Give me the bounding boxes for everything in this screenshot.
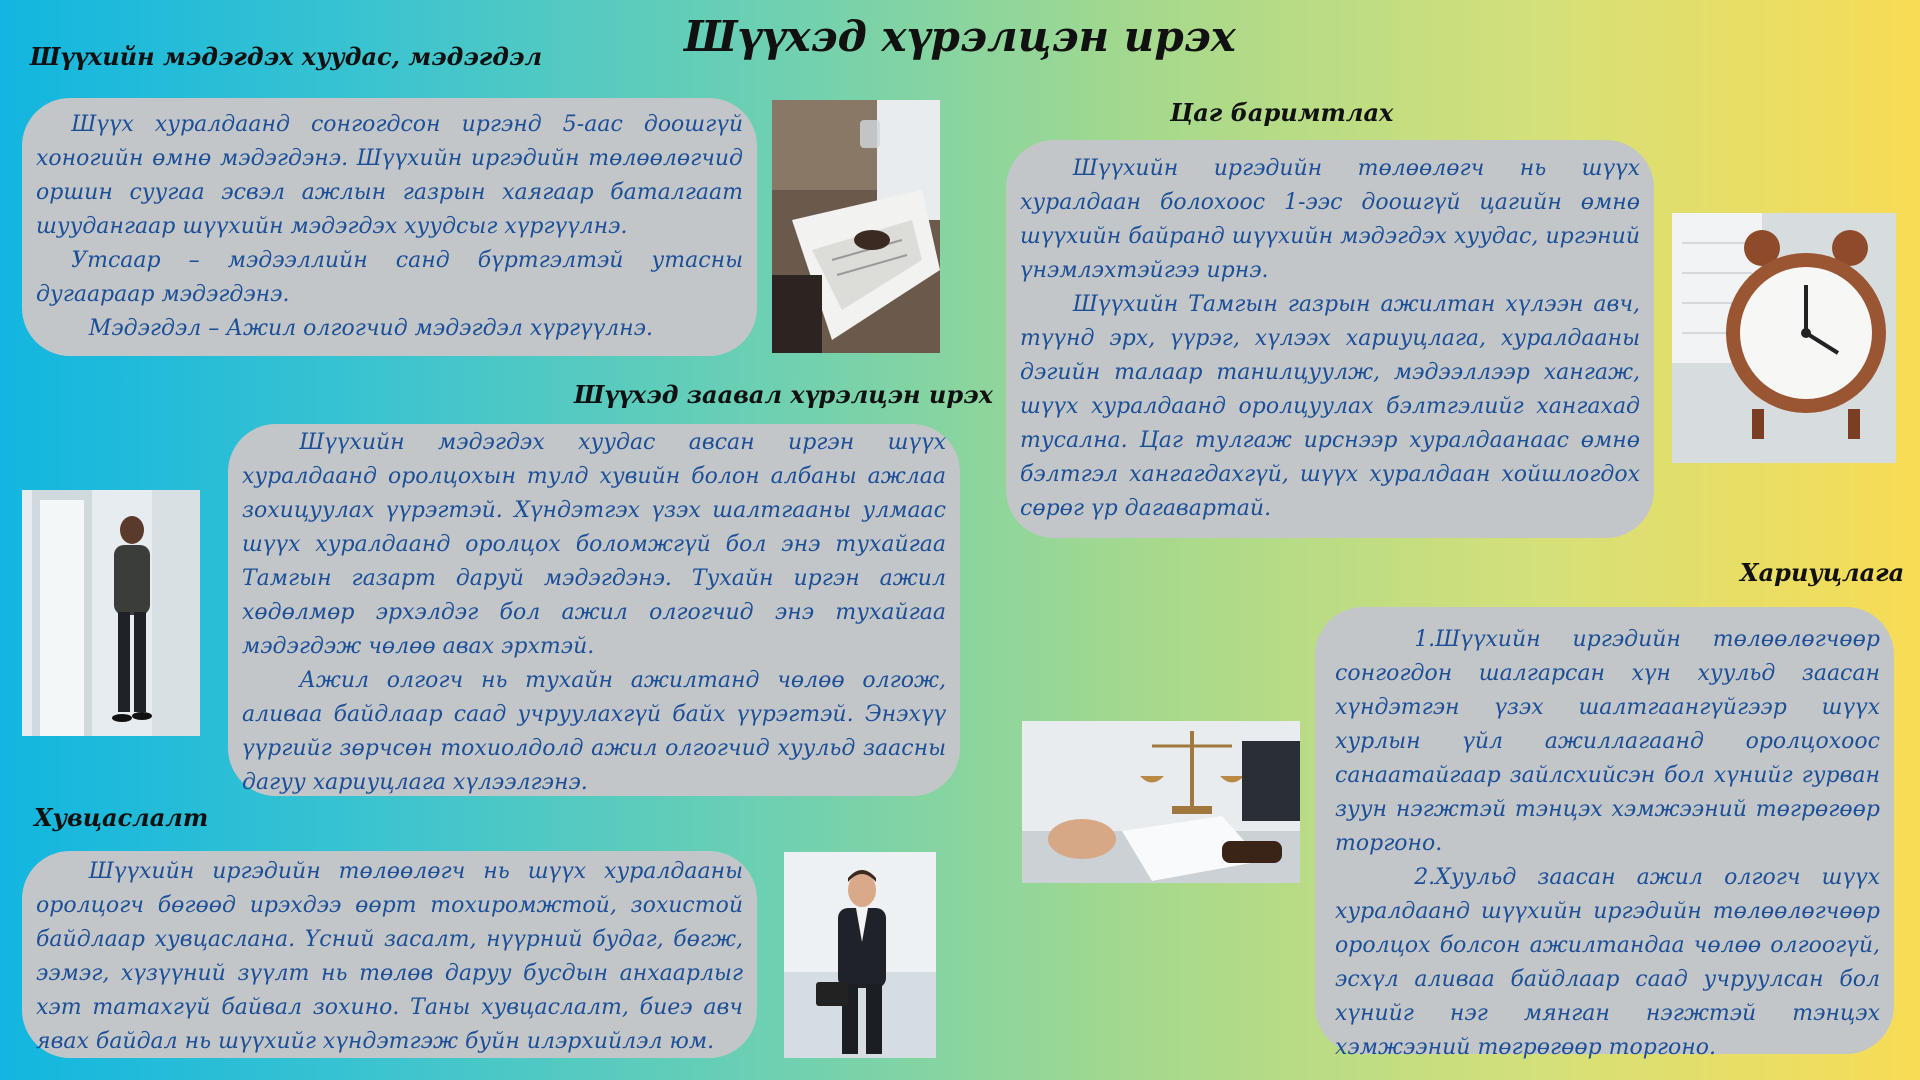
punctuality-paragraph-2: Шүүхийн Тамгын газрын ажилтан хүлээн авч, түүнд эрх, үүрэг, хүлээх хариуцлага, хуралдааны дэгийн талаар танилцуулж, мэдээллээр хангаж, шүүх хуралдаанд оролцуулах бэлтгэлийг хангахад тусална. Цаг тулгаж ирснээр хуралдаанаас өмнө бэлтгэл хангагдахгүй, шүүх хуралдаан хойшлогдох сөрөг үр дагавартай. (1020, 292, 1640, 521)
notice-paragraph-1: Шүүх хуралдаанд сонгогдсон иргэнд 5-аас доошгүй хоногийн өмнө мэдэгдэнэ. Шүүхийн иргэдийн төлөөлөгчид оршин суугаа эсвэл ажлын газрын хаягаар баталгаат шуудангаар шүүхийн мэдэгдэх хуудсыг хүргүүлнэ. (36, 112, 743, 239)
punctuality-paragraph-1: Шүүхийн иргэдийн төлөөлөгч нь шүүх хуралдаан болохоос 1-ээс доошгүй цагийн өмнө шүүхийн байранд шүүхийн мэдэгдэх хуудас, иргэний үнэмлэхтэйгээ ирнэ. (1020, 156, 1640, 283)
justice-scales-photo (1022, 721, 1300, 883)
card-liability (1315, 607, 1894, 1060)
notice-paragraph-3: Мэдэгдэл – Ажил олгогчид мэдэгдэл хүргүүлнэ. (88, 316, 653, 341)
notice-paragraph-2: Утсаар – мэдээллийн санд бүртгэлтэй утасны дугаараар мэдэгдэнэ. (36, 248, 743, 307)
heading-liability: Хариуцлага (1740, 558, 1905, 587)
heading-clothing: Хувцаслалт (34, 803, 209, 832)
card-punctuality (1006, 140, 1654, 538)
card-notice (22, 98, 757, 356)
card-mandatory (228, 424, 960, 796)
mandatory-paragraph-2: Ажил олгогч нь тухайн ажилтанд чөлөө олгож, аливаа байдлаар саад учруулахгүй байх үүрэгтэй. Энэхүү үүргийг зөрчсөн тохиолдолд ажил олгогчид хуульд заасны дагуу хариуцлага хүлээлгэнэ. (242, 668, 946, 795)
heading-mandatory: Шүүхэд заавал хүрэлцэн ирэх (574, 380, 993, 409)
card-clothing (22, 851, 757, 1058)
liability-paragraph-1: 1.Шүүхийн иргэдийн төлөөлөгчөөр сонгогдон шалгарсан хүн хуульд заасан хүндэтгэн үзэх шалтгаангүйгээр шүүх хурлын үйл ажиллагаанд оролцохоос санаатайгаар зайлсхийсэн бол хүнийг гурван зуун нэгжтэй тэнцэх хэмжээний төгрөгөөр торгоно. (1335, 627, 1880, 856)
heading-notice: Шүүхийн мэдэгдэх хуудас, мэдэгдэл (30, 42, 543, 71)
alarm-clock-photo (1672, 213, 1896, 463)
woman-walking-photo (22, 490, 200, 736)
liability-paragraph-2: 2.Хуульд заасан ажил олгогч шүүх хуралдаанд шүүхийн иргэдийн төлөөлөгчөөр оролцох болсон ажилтандаа чөлөө олгоогүй, эсхүл аливаа байдлаар саад учруулсан бол хүнийг нэг мянган нэгжтэй тэнцэх хэмжээний төгрөгөөр торгоно. (1335, 865, 1880, 1060)
clothing-paragraph-1: Шүүхийн иргэдийн төлөөлөгч нь шүүх хуралдааны оролцогч бөгөөд ирэхдээ өөрт тохиромжтой, зохистой байдлаар хувцаслана. Үсний засалт, нүүрний будаг, бөгж, ээмэг, хүзүүний зүүлт нь төлөв даруу бусдын анхаарлыг хэт татахгүй байвал зохино. Таны хувцаслалт, биеэ авч явах байдал нь шүүхийг хүндэтгэж буйн илэрхийлэл юм. (36, 859, 743, 1054)
page-title: Шүүхэд хүрэлцэн ирэх (684, 12, 1236, 61)
mandatory-paragraph-1: Шүүхийн мэдэгдэх хуудас авсан иргэн шүүх хуралдаанд оролцохын тулд хувийн болон албаны ажлаа зохицуулах үүрэгтэй. Хүндэтгэх үзэх шалтгааны улмаас шүүх хуралдаанд оролцох боломжгүй бол энэ тухайгаа Тамгын газарт даруй мэдэгдэнэ. Тухайн иргэн ажил хөдөлмөр эрхэлдэг бол ажил олгогчид энэ тухайгаа мэдэгдэж чөлөө авах эрхтэй. (242, 430, 946, 659)
heading-punctuality: Цаг баримтлах (1170, 98, 1394, 127)
businessman-photo (784, 852, 936, 1058)
documents-signing-photo (772, 100, 940, 353)
